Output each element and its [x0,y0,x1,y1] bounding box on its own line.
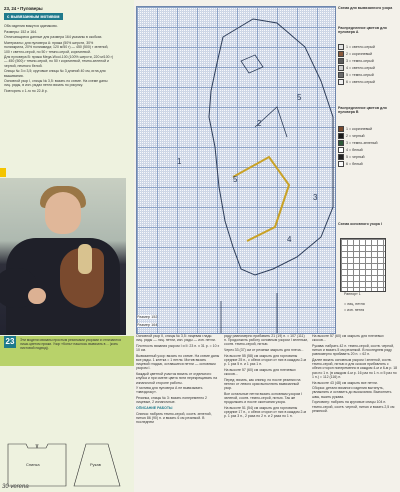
model-photo [0,178,126,335]
intarsia-chart [136,6,336,334]
schematic-label-back: Спинка [26,462,40,467]
section-subtitle: с вывязанным мотивом [4,13,63,20]
col1-paragraph: Каждый цветной участок вязать от отдельного клубка и при смене цвета нити перекрещивать на изнаночной стороне работы. [136,372,218,385]
col1-paragraph: Резинка, спицы № 3: вязать попеременно 2 лицевые, 2 изнаночные. [136,396,208,405]
text-column-2 [224,334,308,490]
chart-region-number: 5 [297,93,302,102]
text-column-1 [136,334,220,490]
legend-list-b [338,126,398,168]
main-pattern-grid [340,238,386,292]
section-title: 23, 24 • Пуловеры [4,6,43,11]
legend-b-item [338,161,398,168]
color-swatch [338,147,344,153]
legend-a-item [338,58,398,65]
horse-outline [137,7,335,333]
horse-head-outline [209,19,333,275]
legend-list-a [338,44,398,86]
legend-title-chart: Схема для вывязанного узора [338,6,393,10]
legend-a-label: 4 = светло-серый [346,66,375,70]
garment-schematics [2,440,132,490]
left-paragraph: Основной узор I, спицы № 3,5: вязать по схеме. На схеме даны лиц. ряды, в изн. рядах петли вязать по рисунку. [4,79,108,88]
color-swatch [338,140,344,146]
col2-paragraph: ряду равномерно прибавить 21 (19) п. = 107 (111) п. Продолжить работу основным узором I зеленым, соотв. темно-серой, нитью. [224,334,308,347]
legend-b-label: 3 = темно-зеленый [346,141,378,145]
schematic-label-sleeve: Рукав [90,462,101,467]
legend-a-item [338,72,398,79]
accent-bar [0,168,6,177]
col1-paragraph: Плотность вязания узором I и II: 23 п. x 31 р. = 10 x 10 см. [136,343,220,353]
legend-a-item [338,65,398,72]
legend-b-item [338,126,398,133]
instructions-left [4,24,114,174]
left-paragraph: Повторять с 1-го по 22-й р. [4,89,48,94]
legend-title-a: Распределение цветов для пуловера А [338,26,387,35]
color-swatch [338,58,344,64]
legend-b-label: 6 = белый [346,162,363,166]
legend-a-label: 6 = светло-серый [346,80,375,84]
legend-a-label: 3 = темно-серый [346,59,374,63]
neckline [36,444,38,448]
legend-title-b: Распределение цветов для пуловера В [338,106,387,115]
chart-region-number: 4 [287,235,292,244]
col1-paragraph: Основной узор II, спицы № 3,5: лицевая гладь: лиц. ряды — лиц. петли, изн. ряды — изн. петли. [136,334,216,343]
color-swatch [338,51,344,57]
col1-paragraph: У мотива для пуловера А не вывязывать «звездочку». [136,386,203,395]
legend-b-label: 4 = белый [346,148,363,152]
photo-caption: Эти модели связаны простым резинками узорами и отличаются лишь цветом пряжи. Узор «Конь» нашлось вывязать в… (конь листовой подвод). [20,338,121,350]
legend-a-label: 1 = светло-серый [346,45,375,49]
left-paragraph: Спицы № 3 и 3,5; круговые спицы № 3 длиной 40 см, игла для вышивания. [4,69,106,78]
legend-b-label: 1 = коричневый [346,127,373,131]
legend-title-main-pattern: Схема основного узора I [338,222,382,226]
col3-paragraph: Сборка: детали вязаного изделия вытянуть, увлажнить и оставить до высыхания. Выполнить швы, вшить рукава. [312,386,392,399]
col2-paragraph: Перед: вязать, как спинку, но после резинки на петлях от левого края выполнить вывязанный узор. [224,377,301,391]
col1-paragraph: ОПИСАНИЕ РАБОТЫ [136,406,173,411]
color-swatch [338,65,344,71]
col2-paragraph: На высоте 51 (54) см закрыть для горловины средние 17 п., с обеих сторон от них в каждом 2-м р. 1 раз 3 п., 2 раза по 2 п. и 2 раза по 1 п. [224,406,307,419]
left-paragraph: Размеры: 152 и 164. [4,29,38,34]
col1-paragraph: Вывязанный узор: вязать по схеме. На схеме даны все ряды. 1 клетка = 1 петля. Мотив вязать лицевой гладью, оставшиеся петли — основным узором I. [136,353,220,371]
legend-b-item [338,154,398,161]
color-swatch [338,126,344,132]
legend-b-label: 5 = черный [346,155,365,159]
face [45,192,81,234]
horse-eye [241,55,263,73]
legend-a-item [338,51,398,58]
color-swatch [338,133,344,139]
legend-b-item [338,140,398,147]
legend-b-item [338,147,398,154]
color-swatch [338,154,344,160]
left-paragraph: Для пуловера В: пряжа Mega-Wool-100 (100% шерсти, 220 м/100 г) — 450 (500) г темно-серой, по 50 г коричневой, темно-зеленой и черной, немного белой. [4,55,114,68]
chart-region-number: 5 [233,175,238,184]
left-paragraph: Оба изделия вяжутся одинаково. [4,24,58,28]
col1-paragraph: Спинка: набрать темно-серой, соотв. зеленой, нитью 86 (90) п. и вязать 6 см резинкой. В последнем [136,411,212,425]
col3-paragraph: Горловину: набрать на круговые спицы 104 п. темно-серой, соотв. черной, нитью и вязать 2,5 см резинкой. [312,400,395,413]
horse-mane [78,244,92,274]
mini-legend-purl: = изн. петля [344,308,365,312]
col2-paragraph: Через 33 (37) см от резинки закрыть для плеча... [224,348,304,353]
col3-paragraph: На высоте 57 (60) см закрыть для плечевых скосов... [312,334,384,343]
size-label-164: Размер 164 [137,323,158,327]
color-swatch [338,44,344,50]
chart-region-number: 2 [257,119,262,128]
color-swatch [338,161,344,167]
left-paragraph: Материалы: для пуловера А: пряжа (50% шерсти, 30% полиакрила, 20% полиамида; 120 м/50 г) — 450 (500) г зеленой, 100 г светло-серой, по 50 г темно-серой, коричневой. [4,41,109,54]
col3-paragraph: Далее вязать основным узором I зеленой, соотв. темно-серой, нитью и для скосов прибавлять с обеих сторон попеременно в каждом 4-м и 6-м р. 18 раз по 1 п. (в каждом 4-м р. 16 раз по 1 п. и 5 раз по 1 п.) = 112 (116) п. [312,358,398,379]
mini-legend-knit: = лиц. петля [344,302,365,306]
size-label-152: Размер 152 [137,315,158,319]
hand [28,288,46,304]
left-paragraph: Отличающиеся данные для размера 164 указаны в скобках. [4,35,103,40]
legend-a-label: 2 = коричневый [346,52,373,56]
legend-a-item [338,44,398,51]
legend-b-item [338,133,398,140]
col3-paragraph: На высоте 43 (48) см закрыть все петли. [312,380,378,385]
legend-a-label: 5 = темно-серый [346,73,374,77]
col2-paragraph: На высоте 57 (60) см закрыть для плечевых скосов... [224,367,296,377]
chart-region-number: 1 [177,157,182,166]
bridle [233,157,289,241]
color-swatch [338,72,344,78]
legend-b-label: 2 = черный [346,134,365,138]
chart-region-number: 3 [313,193,318,202]
model-number-badge: 23 [5,337,15,346]
size-markers [221,293,277,333]
text-column-3 [312,334,398,490]
col2-paragraph: Все остальные петли вязать основным узором I зеленой, соотв. темно-серой, нитью. Так же продолжать и после окончания узора. [224,391,303,405]
legend-a-item [338,79,398,86]
page-footer: 30 verena [2,484,29,490]
rapport-label: Раппорт 1 [344,292,361,296]
color-swatch [338,79,344,85]
col3-paragraph: Рукава: набрать 42 п. темно-серой, соотв. черной, нитью и вязать 5 см резинкой. В последнем ряду равномерно прибавить 20 п. = 62 п. [312,343,395,357]
col2-paragraph: На высоте 55 (58) см закрыть для горловины средние 25 п., с обеих сторон от них в каждом 2-м р. 1 раз 5 п. и 1 раз 1 п. [224,353,307,367]
